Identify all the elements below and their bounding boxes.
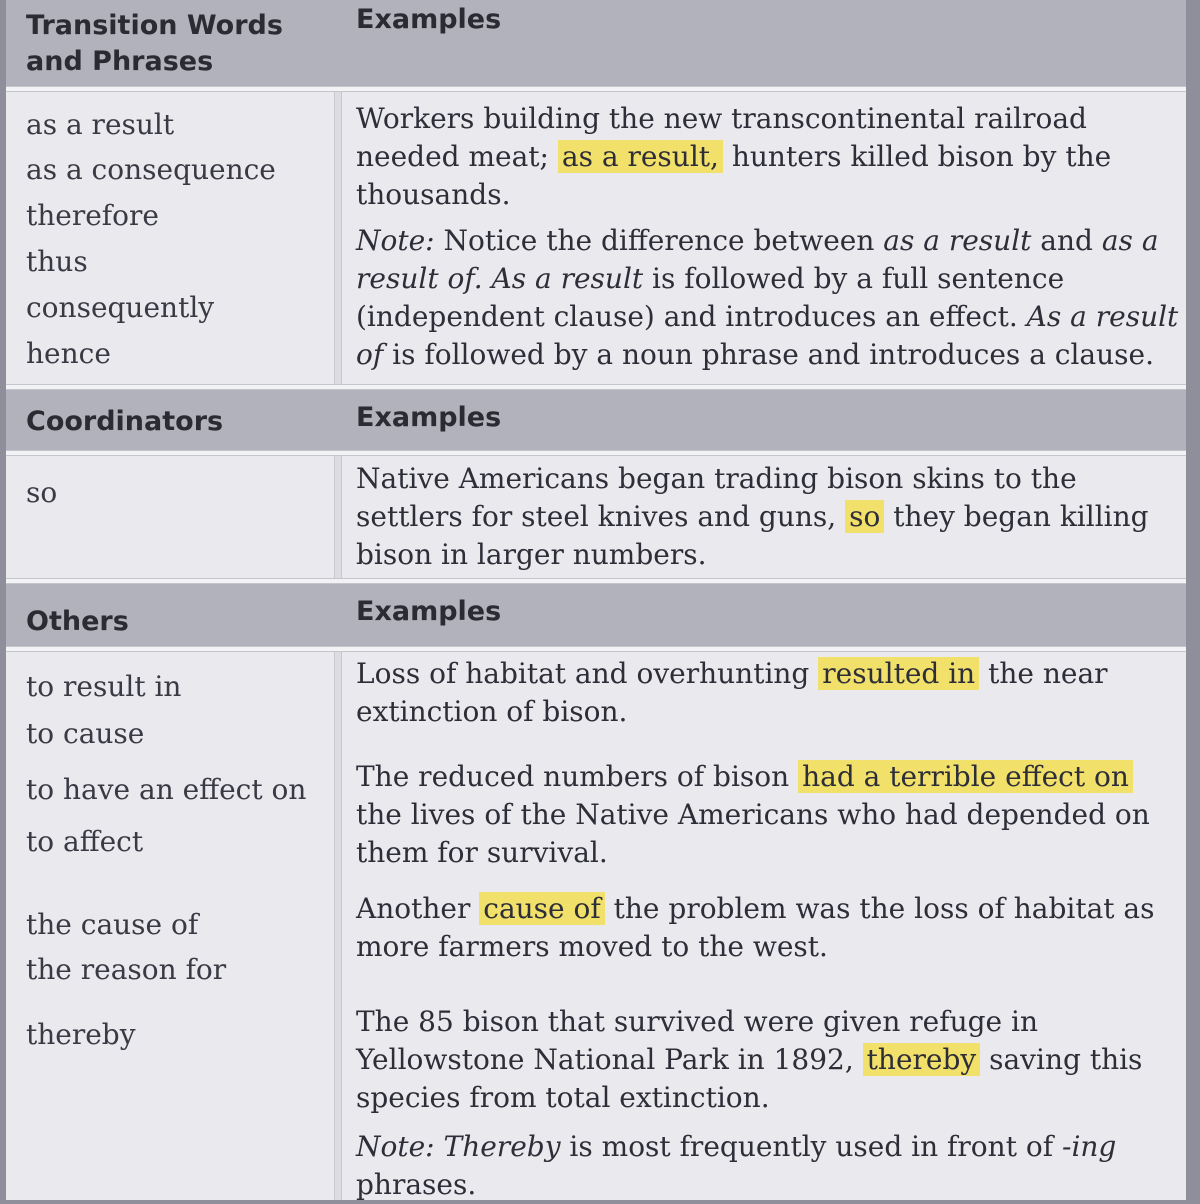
example-text: The reduced numbers of bison had a terrible effect on the lives of the Native Americans who had depended on them for survival. [356, 760, 1150, 869]
example-text: Another cause of the problem was the loss of habitat as more farmers moved to the west. [356, 892, 1155, 963]
term-item: hence [26, 337, 111, 370]
note-label: Note: [356, 1130, 435, 1163]
term-item: consequently [26, 291, 215, 324]
example-text: Loss of habitat and overhunting resulted in the near extinction of bison. [356, 657, 1108, 728]
term-item: therefore [26, 199, 159, 232]
example-text-after: they began killing bison in larger numbers. [356, 500, 1149, 571]
example-text-before: Workers building the new transcontinental railroad needed meat; [356, 102, 1087, 173]
term-item: to result in [26, 670, 182, 703]
highlighted-phrase: as a result, [558, 140, 723, 173]
header-label-examples: Examples [356, 402, 502, 433]
term-item: as a result [26, 108, 175, 141]
note-text: Note: Thereby is most frequently used in front of -ing phrases. [356, 1130, 1117, 1201]
term-item: to affect [26, 825, 144, 858]
row-rule [6, 646, 1186, 652]
term-item: to cause [26, 717, 145, 750]
note-label: Note: [356, 224, 435, 257]
section-header-transitions [6, 0, 1186, 88]
highlighted-phrase: had a terrible effect on [798, 760, 1133, 793]
example-text-before: Native Americans began trading bison skins to the settlers for steel knives and guns, [356, 462, 1077, 533]
term-item: the reason for [26, 953, 227, 986]
highlighted-phrase: cause of [479, 892, 604, 925]
example-text: The 85 bison that survived were given refuge in Yellowstone National Park in 1892, thereby saving this species from total extinction. [356, 1005, 1143, 1114]
section-header-others [6, 584, 1186, 646]
term-item: so [26, 476, 58, 509]
highlighted-phrase: so [845, 500, 884, 533]
example-text [356, 460, 1186, 574]
term-item: to have an effect on [26, 773, 307, 806]
section-header-coordinators [6, 390, 1186, 450]
term-item: thus [26, 245, 88, 278]
highlighted-phrase: thereby [863, 1043, 981, 1076]
header-label-others: Others [26, 606, 129, 637]
example-text-after: hunters killed bison by the thousands. [356, 140, 1112, 211]
highlighted-phrase: resulted in [818, 657, 979, 690]
header-label-coordinators: Coordinators [26, 406, 224, 437]
header-label-transition-words: Transition Words and Phrases [26, 10, 283, 77]
row-rule [6, 450, 1186, 456]
header-label-examples: Examples [356, 596, 502, 627]
term-item: the cause of [26, 908, 199, 941]
term-item: as a consequence [26, 153, 276, 186]
note-text: Note: Notice the difference between as a result and as a result of. As a result is followed by a full sentence (independent clause) and introduces an effect. As a result of is followed by a noun phrase and introduces a clause. [356, 224, 1179, 371]
textbook-page [6, 0, 1186, 1200]
header-label-examples: Examples [356, 4, 502, 35]
row-rule [6, 86, 1186, 92]
example-text [356, 100, 1186, 214]
term-item: thereby [26, 1018, 136, 1051]
